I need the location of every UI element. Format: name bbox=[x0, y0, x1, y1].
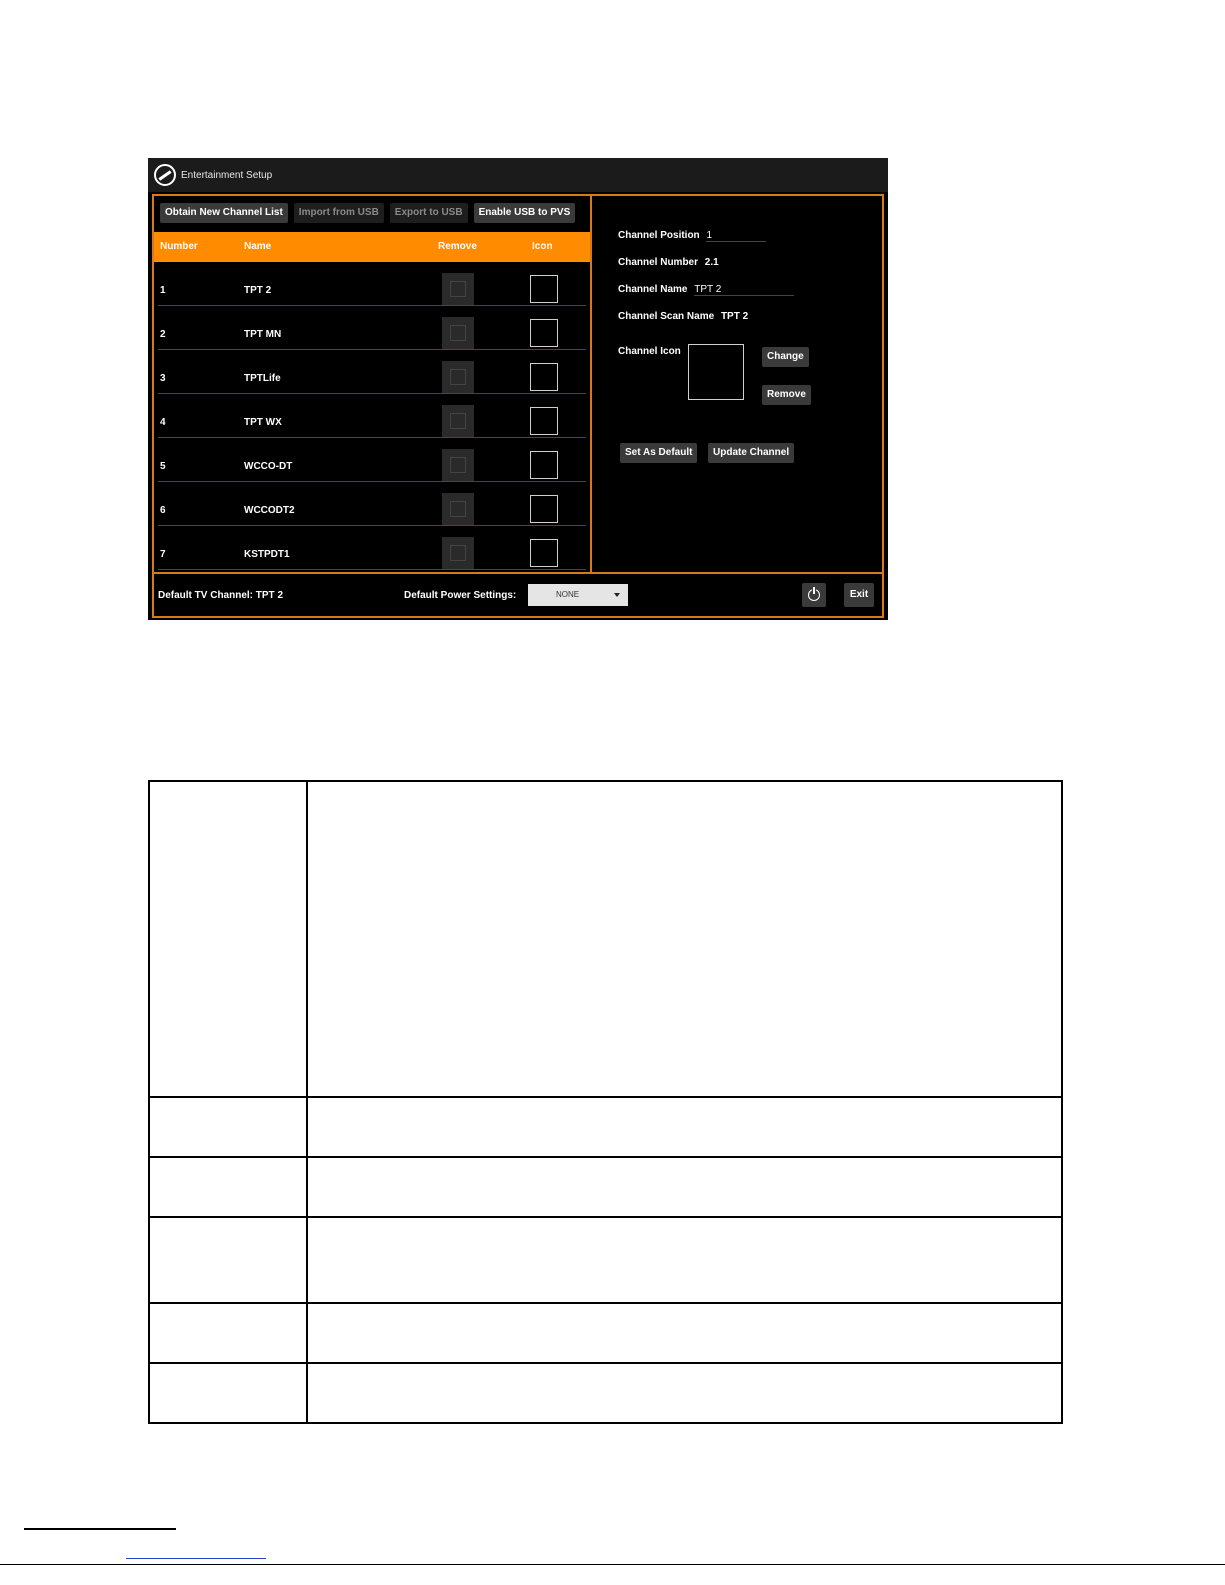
power-settings-dropdown[interactable] bbox=[528, 584, 628, 606]
logo-icon bbox=[154, 164, 176, 186]
table-header bbox=[154, 232, 590, 262]
default-power-label: Default Power Settings: bbox=[404, 590, 517, 601]
table-row[interactable] bbox=[158, 438, 586, 482]
default-tv-channel: Default TV Channel: TPT 2 bbox=[158, 590, 284, 601]
table-row[interactable] bbox=[158, 394, 586, 438]
remove-checkbox[interactable] bbox=[442, 361, 474, 393]
channel-icon-box[interactable] bbox=[530, 451, 558, 479]
bottom-bar bbox=[154, 572, 882, 618]
channel-scan-name-value: TPT 2 bbox=[720, 311, 749, 322]
table-cell bbox=[307, 1097, 1062, 1157]
channel-scan-name-field bbox=[618, 311, 748, 322]
channel-number-value: 2.1 bbox=[704, 257, 719, 268]
channel-number: 5 bbox=[160, 461, 166, 472]
header-remove: Remove bbox=[438, 241, 477, 252]
table-row[interactable] bbox=[158, 526, 586, 570]
table-cell bbox=[149, 781, 307, 1097]
table-cell bbox=[149, 1217, 307, 1303]
channel-number: 3 bbox=[160, 373, 166, 384]
table-row[interactable] bbox=[158, 306, 586, 350]
channel-position-input[interactable]: 1 bbox=[706, 230, 766, 242]
toolbar bbox=[160, 203, 575, 223]
channel-icon-box[interactable] bbox=[530, 495, 558, 523]
channel-name-input[interactable]: TPT 2 bbox=[694, 284, 794, 296]
change-icon-button[interactable]: Change bbox=[762, 347, 809, 367]
table-row[interactable] bbox=[158, 350, 586, 394]
channel-number-field bbox=[618, 257, 719, 268]
table-cell bbox=[149, 1097, 307, 1157]
channel-name: TPT MN bbox=[244, 329, 282, 340]
table-cell bbox=[307, 1217, 1062, 1303]
table-row bbox=[149, 781, 1062, 1097]
table-cell bbox=[149, 1303, 307, 1363]
table-cell bbox=[307, 781, 1062, 1097]
channel-name: TPT WX bbox=[244, 417, 282, 428]
table-cell bbox=[307, 1157, 1062, 1217]
channel-name: KSTPDT1 bbox=[244, 549, 290, 560]
description-table bbox=[148, 780, 1063, 1424]
channel-name: WCCODT2 bbox=[244, 505, 295, 516]
table-cell bbox=[149, 1157, 307, 1217]
channel-icon-box[interactable] bbox=[530, 539, 558, 567]
channel-name: TPTLife bbox=[244, 373, 281, 384]
table-row bbox=[149, 1363, 1062, 1423]
link-underline bbox=[126, 1558, 266, 1559]
channel-icon-box[interactable] bbox=[530, 363, 558, 391]
table-row bbox=[149, 1217, 1062, 1303]
header-number: Number bbox=[160, 241, 198, 252]
header-name: Name bbox=[244, 241, 272, 252]
table-row bbox=[149, 1097, 1062, 1157]
channel-name: TPT 2 bbox=[244, 285, 272, 296]
table-row bbox=[149, 1303, 1062, 1363]
power-settings-value: NONE bbox=[556, 590, 580, 599]
channel-details-panel bbox=[592, 196, 882, 574]
remove-checkbox[interactable] bbox=[442, 317, 474, 349]
set-as-default-button[interactable]: Set As Default bbox=[620, 443, 697, 463]
power-icon[interactable] bbox=[802, 583, 826, 607]
window-title: Entertainment Setup bbox=[181, 169, 273, 181]
table-cell bbox=[307, 1303, 1062, 1363]
channel-icon-box[interactable] bbox=[530, 407, 558, 435]
channel-position-field bbox=[618, 230, 766, 242]
channel-number: 2 bbox=[160, 329, 166, 340]
channel-list-panel bbox=[154, 196, 592, 574]
footnote-separator bbox=[24, 1528, 176, 1530]
channel-scan-name-label: Channel Scan Name bbox=[618, 311, 715, 322]
channel-position-label: Channel Position bbox=[618, 230, 700, 241]
channel-number-label: Channel Number bbox=[618, 257, 699, 268]
table-row bbox=[149, 1157, 1062, 1217]
channel-icon-label: Channel Icon bbox=[618, 346, 681, 357]
channel-number: 7 bbox=[160, 549, 166, 560]
channel-name-label: Channel Name bbox=[618, 284, 688, 295]
table-row[interactable] bbox=[158, 482, 586, 526]
channel-icon-box[interactable] bbox=[530, 275, 558, 303]
remove-checkbox[interactable] bbox=[442, 273, 474, 305]
channel-number: 4 bbox=[160, 417, 166, 428]
title-bar bbox=[148, 158, 888, 192]
chevron-down-icon bbox=[614, 593, 620, 597]
channel-icon-preview bbox=[688, 344, 744, 400]
channel-number: 6 bbox=[160, 505, 166, 516]
remove-checkbox[interactable] bbox=[442, 405, 474, 437]
table-cell bbox=[149, 1363, 307, 1423]
remove-checkbox[interactable] bbox=[442, 449, 474, 481]
exit-button[interactable]: Exit bbox=[844, 583, 874, 607]
channel-name-field bbox=[618, 284, 794, 296]
remove-icon-button[interactable]: Remove bbox=[762, 385, 811, 405]
entertainment-setup-screenshot bbox=[148, 158, 888, 620]
channel-number: 1 bbox=[160, 285, 166, 296]
main-frame bbox=[152, 194, 884, 618]
header-icon: Icon bbox=[532, 241, 553, 252]
channel-rows bbox=[154, 262, 590, 570]
obtain-channel-list-button[interactable]: Obtain New Channel List bbox=[160, 203, 288, 223]
table-cell bbox=[307, 1363, 1062, 1423]
channel-icon-box[interactable] bbox=[530, 319, 558, 347]
enable-usb-pvs-button[interactable]: Enable USB to PVS bbox=[474, 203, 576, 223]
export-usb-button[interactable]: Export to USB bbox=[390, 203, 468, 223]
remove-checkbox[interactable] bbox=[442, 537, 474, 569]
update-channel-button[interactable]: Update Channel bbox=[708, 443, 794, 463]
remove-checkbox[interactable] bbox=[442, 493, 474, 525]
page-bottom-rule bbox=[0, 1564, 1225, 1565]
table-row[interactable] bbox=[158, 262, 586, 306]
import-usb-button[interactable]: Import from USB bbox=[294, 203, 384, 223]
channel-name: WCCO-DT bbox=[244, 461, 293, 472]
